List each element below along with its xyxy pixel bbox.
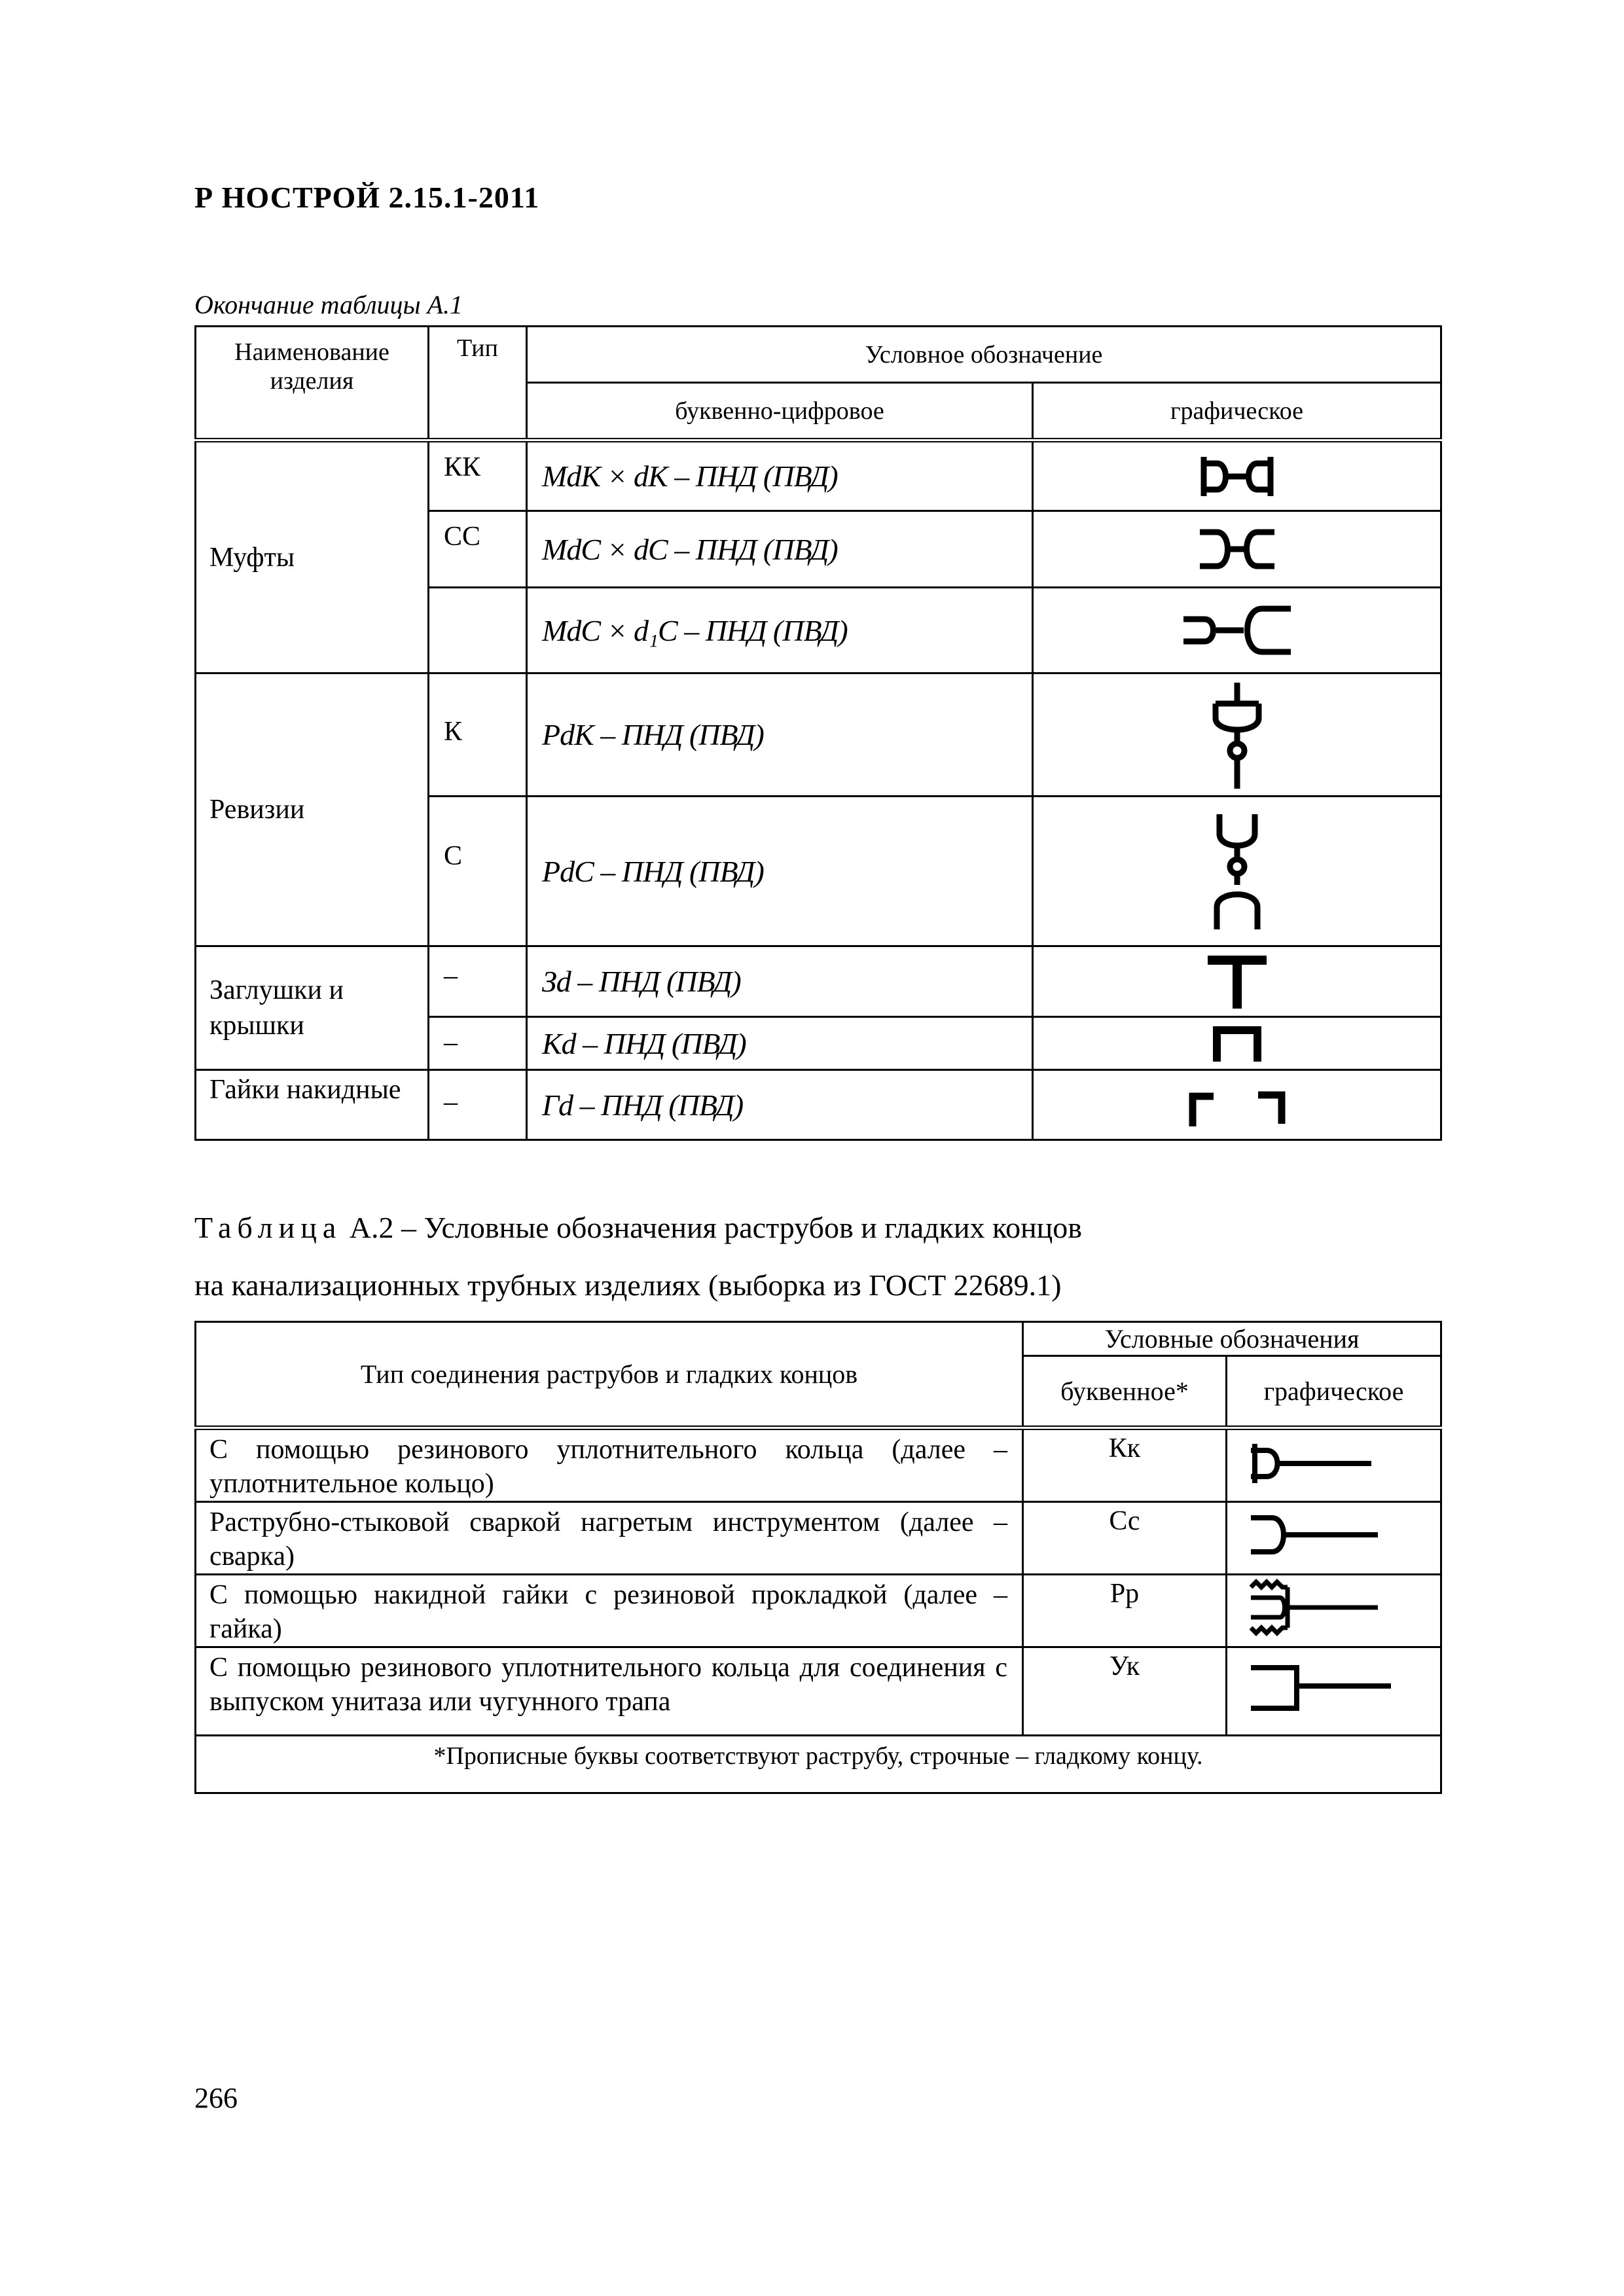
graphic-cell bbox=[1227, 1647, 1441, 1736]
code-cell: PdC – ПНД (ПВД) bbox=[527, 797, 1033, 946]
welded-joint-icon bbox=[1247, 1509, 1384, 1561]
letter-cell: Ук bbox=[1023, 1647, 1227, 1736]
description-cell: Раструбно-стыковой сваркой нагретым инструментом (далее – сварка) bbox=[196, 1502, 1023, 1575]
graphic-cell bbox=[1227, 1502, 1441, 1575]
table-row bbox=[196, 1502, 1441, 1575]
document-header: Р НОСТРОЙ 2.15.1-2011 bbox=[194, 181, 540, 214]
description-cell: С помощью накидной гайки с резиновой прокладкой (далее – гайка) bbox=[196, 1575, 1023, 1647]
code-cell: MdK × dK – ПНД (ПВД) bbox=[527, 440, 1033, 511]
code-cell: Kd – ПНД (ПВД) bbox=[527, 1017, 1033, 1070]
table-row bbox=[196, 1070, 1441, 1140]
header-alnum: буквенно-цифровое bbox=[527, 383, 1033, 440]
graphic-cell bbox=[1033, 797, 1441, 946]
type-cell: – bbox=[429, 1070, 527, 1140]
table-row bbox=[196, 440, 1441, 511]
code-cell: Гd – ПНД (ПВД) bbox=[527, 1070, 1033, 1140]
group-name-couplings: Муфты bbox=[196, 440, 429, 673]
coupling-kk-icon bbox=[1195, 450, 1280, 503]
coupling-cc-icon bbox=[1195, 523, 1280, 575]
type-cell: СС bbox=[429, 511, 527, 588]
cap-icon bbox=[1208, 1024, 1267, 1063]
table-row bbox=[196, 1428, 1441, 1502]
graphic-cell bbox=[1033, 1017, 1441, 1070]
code-cell: Зd – ПНД (ПВД) bbox=[527, 946, 1033, 1017]
graphic-cell bbox=[1033, 511, 1441, 588]
header-product-name: Наименование изделия bbox=[196, 327, 429, 440]
type-cell: К bbox=[429, 673, 527, 797]
graphic-cell bbox=[1033, 673, 1441, 797]
graphic-cell bbox=[1033, 440, 1441, 511]
table-row bbox=[196, 946, 1441, 1017]
coupling-reducing-icon bbox=[1178, 601, 1296, 660]
table-row bbox=[196, 1647, 1441, 1736]
nut-joint-icon bbox=[1247, 1578, 1384, 1637]
type-cell: – bbox=[429, 946, 527, 1017]
description-cell: С помощью резинового уплотнительного кольца (далее – уплотнительное кольцо) bbox=[196, 1428, 1023, 1502]
toilet-outlet-joint-icon bbox=[1247, 1659, 1398, 1717]
code-cell: PdK – ПНД (ПВД) bbox=[527, 673, 1033, 797]
table-a2 bbox=[194, 1321, 1442, 1794]
graphic-cell bbox=[1227, 1575, 1441, 1647]
group-name-plugs-caps: Заглушки и крышки bbox=[196, 946, 429, 1070]
header-designation: Условное обозначение bbox=[527, 327, 1441, 383]
graphic-cell bbox=[1033, 588, 1441, 673]
table-a1 bbox=[194, 325, 1442, 1141]
header-designations: Условные обозначения bbox=[1023, 1322, 1441, 1356]
revision-k-icon bbox=[1208, 677, 1267, 792]
table-row bbox=[196, 1575, 1441, 1647]
page-number: 266 bbox=[194, 2082, 238, 2114]
code-cell: MdC × d₁C – ПНД (ПВД) bbox=[527, 588, 1033, 673]
table-row bbox=[196, 673, 1441, 797]
type-cell: С bbox=[429, 797, 527, 946]
footnote: *Прописные буквы соответствуют раструбу, строчные – гладкому концу. bbox=[196, 1736, 1441, 1793]
table-footnote-row bbox=[196, 1736, 1441, 1793]
table-a1-caption: Окончание таблицы А.1 bbox=[194, 290, 463, 319]
graphic-cell bbox=[1033, 1070, 1441, 1140]
seal-ring-joint-icon bbox=[1247, 1436, 1378, 1488]
revision-c-icon bbox=[1208, 809, 1267, 933]
union-nut-icon bbox=[1185, 1082, 1290, 1128]
code-cell: MdC × dC – ПНД (ПВД) bbox=[527, 511, 1033, 588]
table-a2-title: Таблица А.2 – Условные обозначения раструбов и гладких концов на канализационных трубных изделиях (выборка из ГОСТ 22689.1) bbox=[194, 1211, 1083, 1302]
description-cell: С помощью резинового уплотнительного кольца для соединения с выпуском унитаза или чугунного трапа bbox=[196, 1647, 1023, 1736]
group-name-revisions: Ревизии bbox=[196, 673, 429, 946]
graphic-cell bbox=[1227, 1428, 1441, 1502]
letter-cell: Рр bbox=[1023, 1575, 1227, 1647]
type-cell: КК bbox=[429, 440, 527, 511]
header-letter: буквенное* bbox=[1023, 1356, 1227, 1428]
letter-cell: Сс bbox=[1023, 1502, 1227, 1575]
group-name-union-nuts: Гайки накидные bbox=[196, 1070, 429, 1140]
type-cell: – bbox=[429, 1017, 527, 1070]
plug-icon bbox=[1201, 952, 1273, 1011]
letter-cell: Кк bbox=[1023, 1428, 1227, 1502]
graphic-cell bbox=[1033, 946, 1441, 1017]
header-graphic: графическое bbox=[1033, 383, 1441, 440]
header-connection-type: Тип соединения раструбов и гладких концов bbox=[196, 1322, 1023, 1428]
header-type: Тип bbox=[429, 327, 527, 440]
header-graphic: графическое bbox=[1227, 1356, 1441, 1428]
type-cell bbox=[429, 588, 527, 673]
